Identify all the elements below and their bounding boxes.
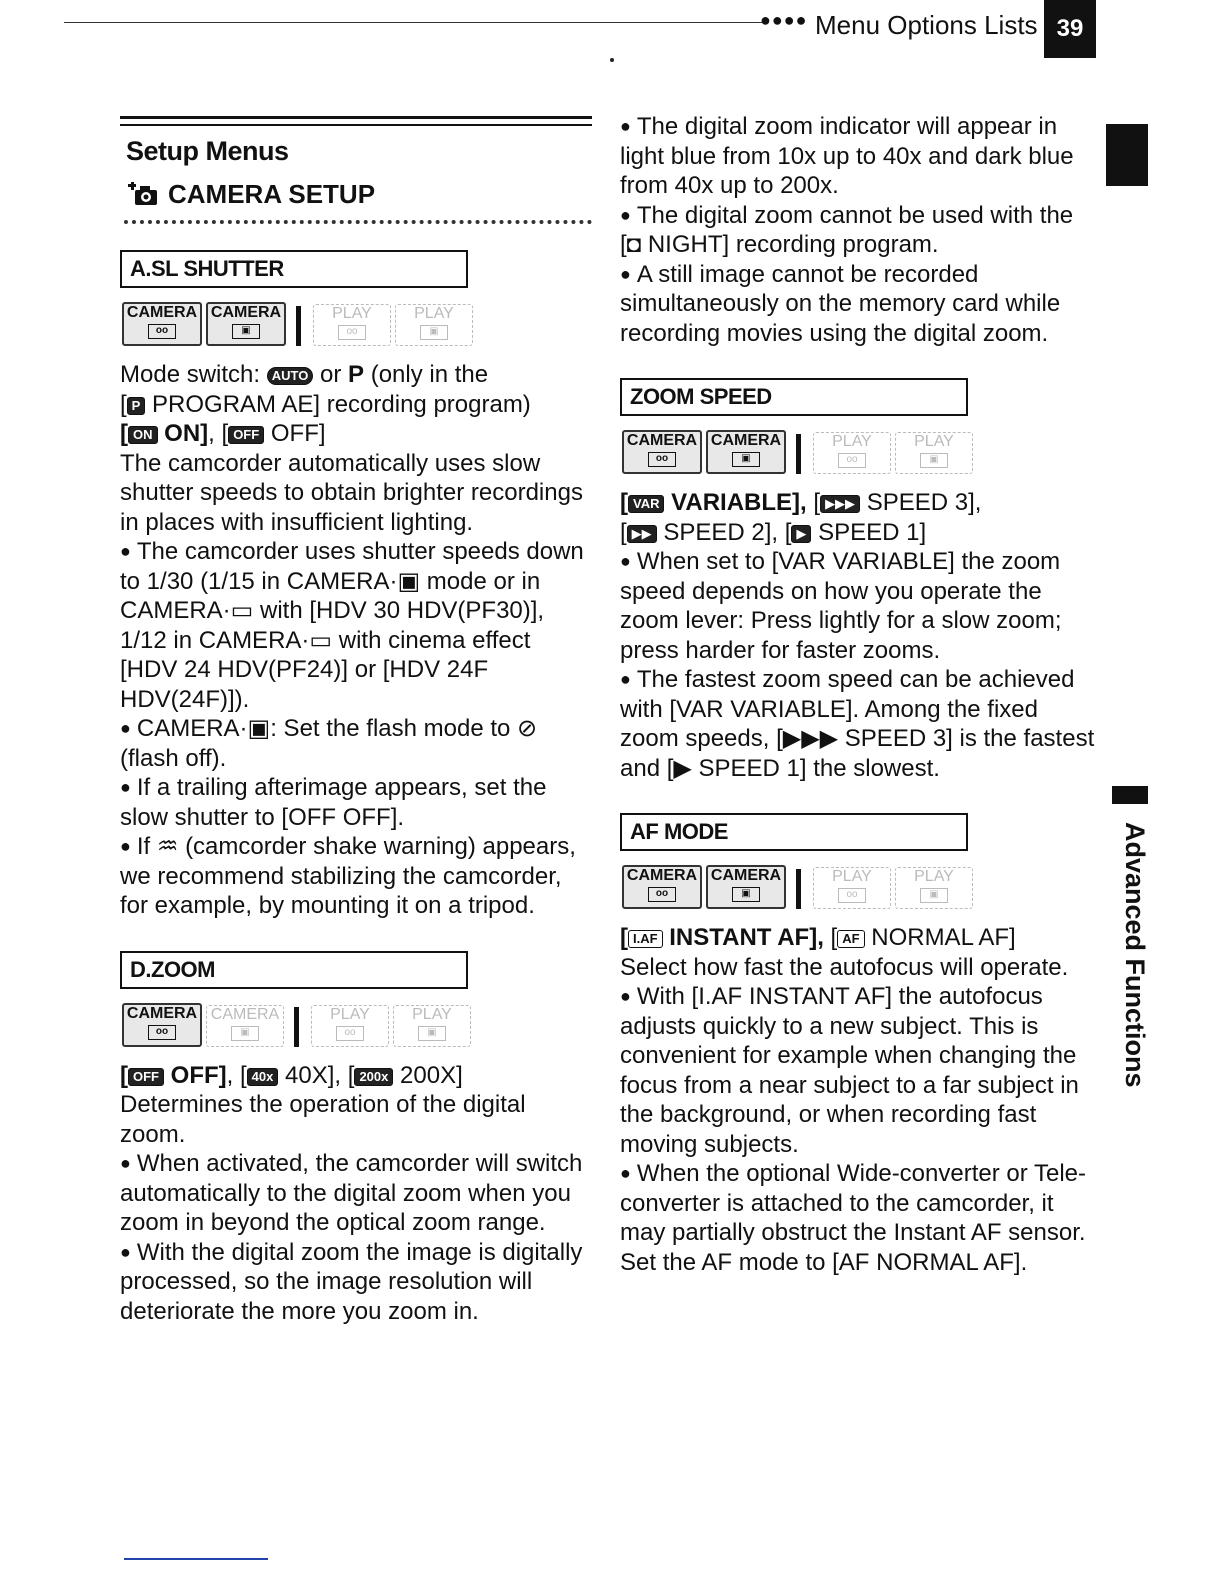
asl-bullet-2: ● CAMERA·▣: Set the flash mode to ⊘ (flash off).: [120, 714, 592, 773]
mode-play-tape: PLAY oo: [311, 1005, 389, 1047]
asl-options: [ ON ON], [ OFF OFF]: [120, 420, 326, 447]
dzoom-options: [ OFF OFF], [ 40x 40X], [ 200x 200X]: [120, 1061, 463, 1089]
dzoom-description: Determines the operation of the digital zoom.: [120, 1091, 526, 1148]
footer-link-line: [124, 1558, 268, 1560]
asl-mode-switch: Mode switch: AUTO or P (only in the: [120, 361, 489, 388]
off-icon: OFF: [128, 1068, 164, 1086]
mode-camera-card: CAMERA ▣: [706, 430, 786, 474]
mode-indicators: [622, 867, 1100, 909]
setting-dzoom: D.ZOOM: [120, 951, 468, 989]
speed-1-icon: ▶: [791, 525, 811, 543]
mode-separator: [294, 1007, 299, 1047]
mode-camera-tape: CAMERA oo: [622, 430, 702, 474]
mode-camera-card: CAMERA ▣: [206, 302, 286, 346]
subsection-title: CAMERA SETUP: [128, 179, 592, 210]
af-mode-options: [ I.AF INSTANT AF], [ AF NORMAL AF]: [620, 924, 1016, 951]
normal-af-icon: AF: [837, 930, 864, 948]
zoom-speed-options-1: [ VAR VARIABLE], [ ▶▶▶ SPEED 3],: [620, 489, 982, 516]
left-column: [120, 112, 592, 1326]
side-chapter-label: Advanced Functions: [1120, 822, 1150, 1088]
speed-3-icon: ▶▶▶: [820, 495, 860, 513]
dzoom-bullet-2: ● With the digital zoom the image is digitally processed, so the image resolution will deteriorate the more you zoom in.: [120, 1238, 592, 1327]
mode-indicators: [622, 432, 1100, 474]
asl-program-ae: [ P PROGRAM AE] recording program): [120, 390, 531, 418]
asl-bullet-4: ● If ♒ (camcorder shake warning) appears, we recommend stabilizing the camcorder, for example, by mounting it on a tripod.: [120, 832, 592, 921]
mode-play-tape: PLAY oo: [313, 304, 391, 346]
header-rule: [64, 22, 764, 23]
dzoom-bullet-5: ● A still image cannot be recorded simultaneously on the memory card while recording movies using the digital zoom.: [620, 260, 1100, 349]
mode-camera-tape: CAMERA oo: [122, 1003, 202, 1047]
setting-asl-shutter: A.SL SHUTTER: [120, 250, 468, 288]
zoom-speed-options-2: [ ▶▶ SPEED 2], [ ▶ SPEED 1]: [620, 518, 927, 546]
zoom-200x-icon: 200x: [354, 1068, 393, 1086]
on-icon: ON: [128, 426, 158, 444]
off-icon: OFF: [228, 426, 264, 444]
mode-indicators: [122, 304, 592, 346]
page-number: 39: [1044, 0, 1096, 58]
right-column: [620, 112, 1100, 1277]
chapter-tab-marker: [1106, 124, 1148, 186]
zoom-40x-icon: 40x: [247, 1068, 279, 1086]
mode-separator: [796, 434, 801, 474]
mode-play-tape: PLAY oo: [813, 432, 891, 474]
mode-play-card: PLAY ▣: [393, 1005, 471, 1047]
zoom-speed-bullet-2: ● The fastest zoom speed can be achieved with [VAR VARIABLE]. Among the fixed zoom speeds, [▶▶▶ SPEED 3] is the fastest and [▶ SPEED 1] the slowest.: [620, 665, 1100, 783]
mode-camera-card: CAMERA ▣: [706, 865, 786, 909]
af-mode-description: Select how fast the autofocus will operate.: [620, 953, 1069, 981]
mode-indicators: [122, 1005, 592, 1047]
setting-af-mode: AF MODE: [620, 813, 968, 851]
mode-camera-card: CAMERA ▣: [206, 1005, 284, 1047]
mode-play-tape: PLAY oo: [813, 867, 891, 909]
dzoom-bullet-4: ● The digital zoom cannot be used with the [◘ NIGHT] recording program.: [620, 201, 1100, 260]
mode-camera-tape: CAMERA oo: [622, 865, 702, 909]
af-mode-bullet-2: ● When the optional Wide-converter or Tele-converter is attached to the camcorder, it may partially obstruct the Instant AF sensor. Set the AF mode to [AF NORMAL AF].: [620, 1159, 1100, 1277]
program-ae-icon: P: [127, 397, 146, 415]
instant-af-icon: I.AF: [628, 930, 663, 948]
mode-play-card: PLAY ▣: [895, 432, 973, 474]
variable-icon: VAR: [628, 495, 664, 513]
camera-setup-icon: [128, 182, 160, 208]
mode-separator: [796, 869, 801, 909]
mode-camera-tape: CAMERA oo: [122, 302, 202, 346]
auto-icon: AUTO: [267, 367, 314, 385]
af-mode-bullet-1: ● With [I.AF INSTANT AF] the autofocus adjusts quickly to a new subject. This is convenient for example when changing the focus from a near subject to a far subject in the background, or when recording fast moving subjects.: [620, 982, 1100, 1159]
section-title: Setup Menus: [126, 136, 289, 166]
dzoom-bullet-3: ● The digital zoom indicator will appear in light blue from 10x up to 40x and dark blue from 40x up to 200x.: [620, 112, 1100, 201]
dzoom-bullet-1: ● When activated, the camcorder will switch automatically to the digital zoom when you zoom in beyond the optical zoom range.: [120, 1149, 592, 1238]
speed-2-icon: ▶▶: [627, 525, 657, 543]
header-dots: ●●●●: [760, 10, 808, 30]
asl-bullet-3: ● If a trailing afterimage appears, set the slow shutter to [OFF OFF].: [120, 773, 592, 832]
section-rule: [120, 116, 592, 126]
chapter-tab-marker-small: [1112, 786, 1148, 804]
dotted-divider: [124, 216, 592, 224]
stray-dot: [610, 58, 614, 62]
asl-description: The camcorder automatically uses slow shutter speeds to obtain brighter recordings in places with insufficient lighting.: [120, 449, 583, 536]
mode-separator: [296, 306, 301, 346]
mode-play-card: PLAY ▣: [895, 867, 973, 909]
mode-play-card: PLAY ▣: [395, 304, 473, 346]
asl-bullet-1: ● The camcorder uses shutter speeds down to 1/30 (1/15 in CAMERA·▣ mode or in CAMERA·▭ with [HDV 30 HDV(PF30)], 1/12 in CAMERA·▭ with cinema effect [HDV 24 HDV(PF24)] or [HDV 24F HDV(24F)]).: [120, 537, 592, 714]
setting-zoom-speed: ZOOM SPEED: [620, 378, 968, 416]
header-title: Menu Options Lists: [815, 10, 1038, 40]
zoom-speed-bullet-1: ● When set to [VAR VARIABLE] the zoom speed depends on how you operate the zoom lever: Press lightly for a slow zoom; press harder for faster zooms.: [620, 547, 1100, 665]
